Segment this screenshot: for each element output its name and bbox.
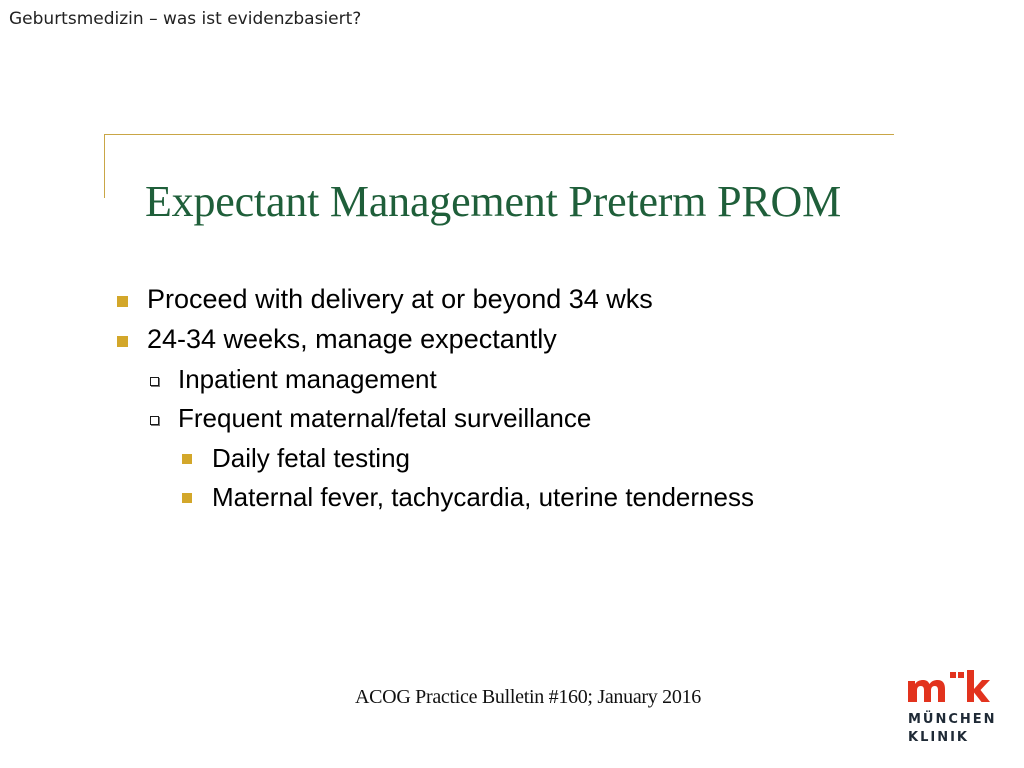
mk-logo-mark-icon: [906, 668, 990, 704]
logo-text-line2: KLINIK: [908, 730, 969, 745]
square-bullet-icon: [117, 296, 128, 307]
citation-reference: ACOG Practice Bulletin #160; January 2016: [355, 686, 701, 708]
square-bullet-icon: [182, 454, 192, 464]
hollow-square-bullet-icon: [150, 377, 159, 386]
muenchen-klinik-logo: [906, 668, 996, 750]
square-bullet-icon: [117, 336, 128, 347]
bullet-text: Inpatient management: [178, 364, 437, 394]
bullet-text: Proceed with delivery at or beyond 34 wks: [147, 284, 653, 314]
bullet-text: Frequent maternal/fetal surveillance: [178, 403, 592, 433]
document-header-title: Geburtsmedizin – was ist evidenzbasiert?: [9, 9, 362, 29]
logo-text-line1: MÜNCHEN: [908, 712, 997, 727]
bullet-text: Maternal fever, tachycardia, uterine tenderness: [212, 482, 754, 512]
hollow-square-bullet-icon: [150, 416, 159, 425]
square-bullet-icon: [182, 493, 192, 503]
bullet-text: Daily fetal testing: [212, 443, 410, 473]
bullet-text: 24-34 weeks, manage expectantly: [147, 324, 557, 354]
slide-title: Expectant Management Preterm PROM: [145, 177, 842, 226]
